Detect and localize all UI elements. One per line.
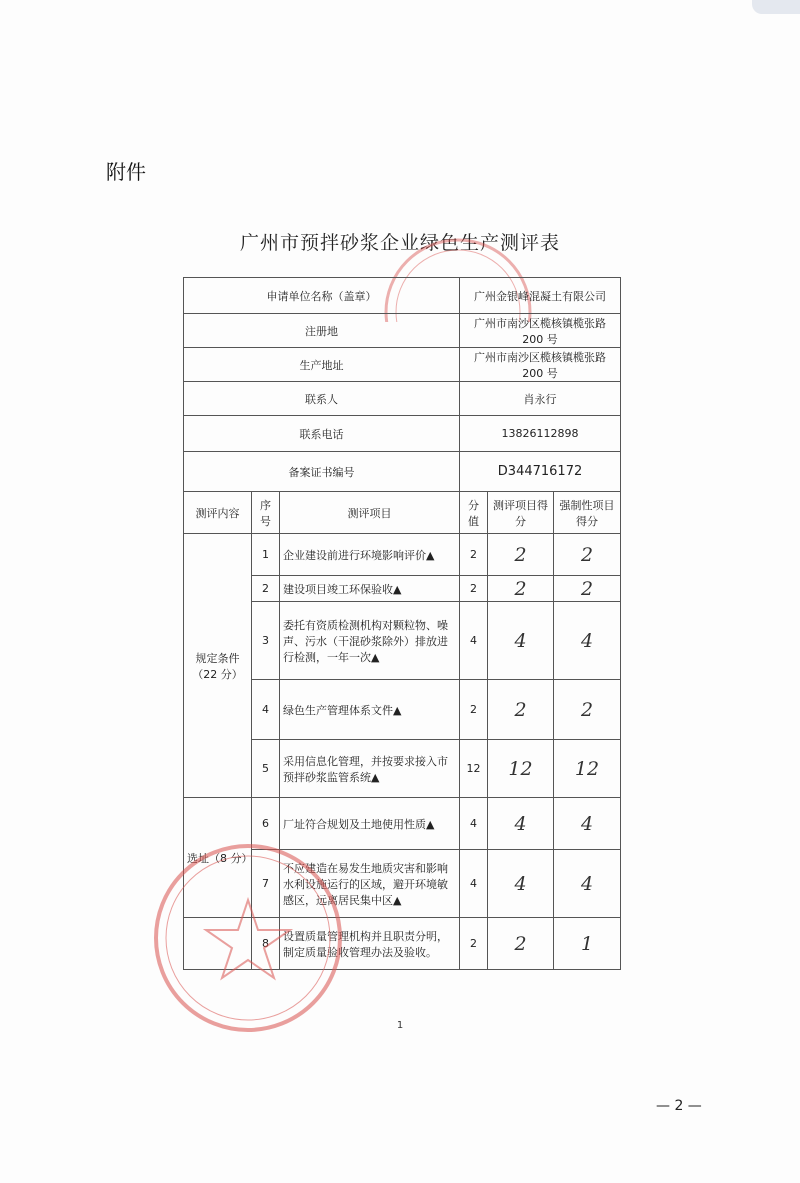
info-label: 备案证书编号 xyxy=(184,452,460,492)
info-value: 广州市南沙区榄核镇榄张路 200 号 xyxy=(460,314,621,348)
row-score: 2 xyxy=(460,680,488,740)
group-label: 规定条件（22 分） xyxy=(184,534,252,798)
row-seq: 3 xyxy=(252,602,280,680)
info-row xyxy=(184,278,621,314)
row-item-score: 2 xyxy=(488,680,554,740)
row-item-score: 4 xyxy=(488,798,554,850)
header-content: 测评内容 xyxy=(184,492,252,534)
row-item: 采用信息化管理，并按要求接入市预拌砂浆监管系统▲ xyxy=(280,740,460,798)
row-seq: 6 xyxy=(252,798,280,850)
row-mandatory-score: 4 xyxy=(554,798,621,850)
table-row xyxy=(184,534,621,576)
row-score: 4 xyxy=(460,850,488,918)
row-seq: 5 xyxy=(252,740,280,798)
row-mandatory-score: 2 xyxy=(554,680,621,740)
header-item-score: 测评项目得分 xyxy=(488,492,554,534)
header-mandatory-score: 强制性项目得分 xyxy=(554,492,621,534)
row-item: 委托有资质检测机构对颗粒物、噪声、污水（干混砂浆除外）排放进行检测，一年一次▲ xyxy=(280,602,460,680)
row-score: 2 xyxy=(460,576,488,602)
info-label: 联系电话 xyxy=(184,416,460,452)
header-row xyxy=(184,492,621,534)
row-item-score: 4 xyxy=(488,602,554,680)
row-seq: 2 xyxy=(252,576,280,602)
row-score: 4 xyxy=(460,798,488,850)
row-item: 设置质量管理机构并且职责分明，制定质量验收管理办法及验收。 xyxy=(280,918,460,970)
row-item: 绿色生产管理体系文件▲ xyxy=(280,680,460,740)
header-score: 分值 xyxy=(460,492,488,534)
info-label: 申请单位名称（盖章） xyxy=(184,278,460,314)
row-mandatory-score: 2 xyxy=(554,576,621,602)
footer-page-number: — 2 — xyxy=(656,1098,702,1114)
row-item: 厂址符合规划及土地使用性质▲ xyxy=(280,798,460,850)
info-label: 生产地址 xyxy=(184,348,460,382)
row-mandatory-score: 4 xyxy=(554,602,621,680)
row-item: 建设项目竣工环保验收▲ xyxy=(280,576,460,602)
row-seq: 7 xyxy=(252,850,280,918)
row-item-score: 2 xyxy=(488,534,554,576)
row-score: 2 xyxy=(460,534,488,576)
seal-stamp xyxy=(148,838,348,1038)
row-mandatory-score: 12 xyxy=(554,740,621,798)
row-item: 不应建造在易发生地质灾害和影响水利设施运行的区域，避开环境敏感区，远离居民集中区▲ xyxy=(280,850,460,918)
row-mandatory-score: 2 xyxy=(554,534,621,576)
row-item-score: 2 xyxy=(488,918,554,970)
row-seq: 8 xyxy=(252,918,280,970)
row-item-score: 12 xyxy=(488,740,554,798)
info-value: 广州市南沙区榄核镇榄张路 200 号 xyxy=(460,348,621,382)
corner-mark xyxy=(752,0,800,14)
info-value: D344716172 xyxy=(460,452,621,492)
info-row xyxy=(184,314,621,348)
page-number: 1 xyxy=(396,1020,404,1031)
info-row xyxy=(184,452,621,492)
header-seq: 序号 xyxy=(252,492,280,534)
group-label: 选址（8 分） xyxy=(184,798,252,918)
row-score: 4 xyxy=(460,602,488,680)
info-label: 注册地 xyxy=(184,314,460,348)
row-score: 12 xyxy=(460,740,488,798)
row-item: 企业建设前进行环境影响评价▲ xyxy=(280,534,460,576)
header-item: 测评项目 xyxy=(280,492,460,534)
info-value: 肖永行 xyxy=(460,382,621,416)
attachment-label: 附件 xyxy=(106,160,146,184)
row-mandatory-score: 1 xyxy=(554,918,621,970)
info-row xyxy=(184,416,621,452)
row-seq: 4 xyxy=(252,680,280,740)
info-label: 联系人 xyxy=(184,382,460,416)
info-value: 广州金银峰混凝土有限公司 xyxy=(460,278,621,314)
info-row xyxy=(184,348,621,382)
row-score: 2 xyxy=(460,918,488,970)
row-seq: 1 xyxy=(252,534,280,576)
row-mandatory-score: 4 xyxy=(554,850,621,918)
info-value: 13826112898 xyxy=(460,416,621,452)
info-row xyxy=(184,382,621,416)
row-item-score: 2 xyxy=(488,576,554,602)
document-title: 广州市预拌砂浆企业绿色生产测评表 xyxy=(239,232,560,254)
row-item-score: 4 xyxy=(488,850,554,918)
